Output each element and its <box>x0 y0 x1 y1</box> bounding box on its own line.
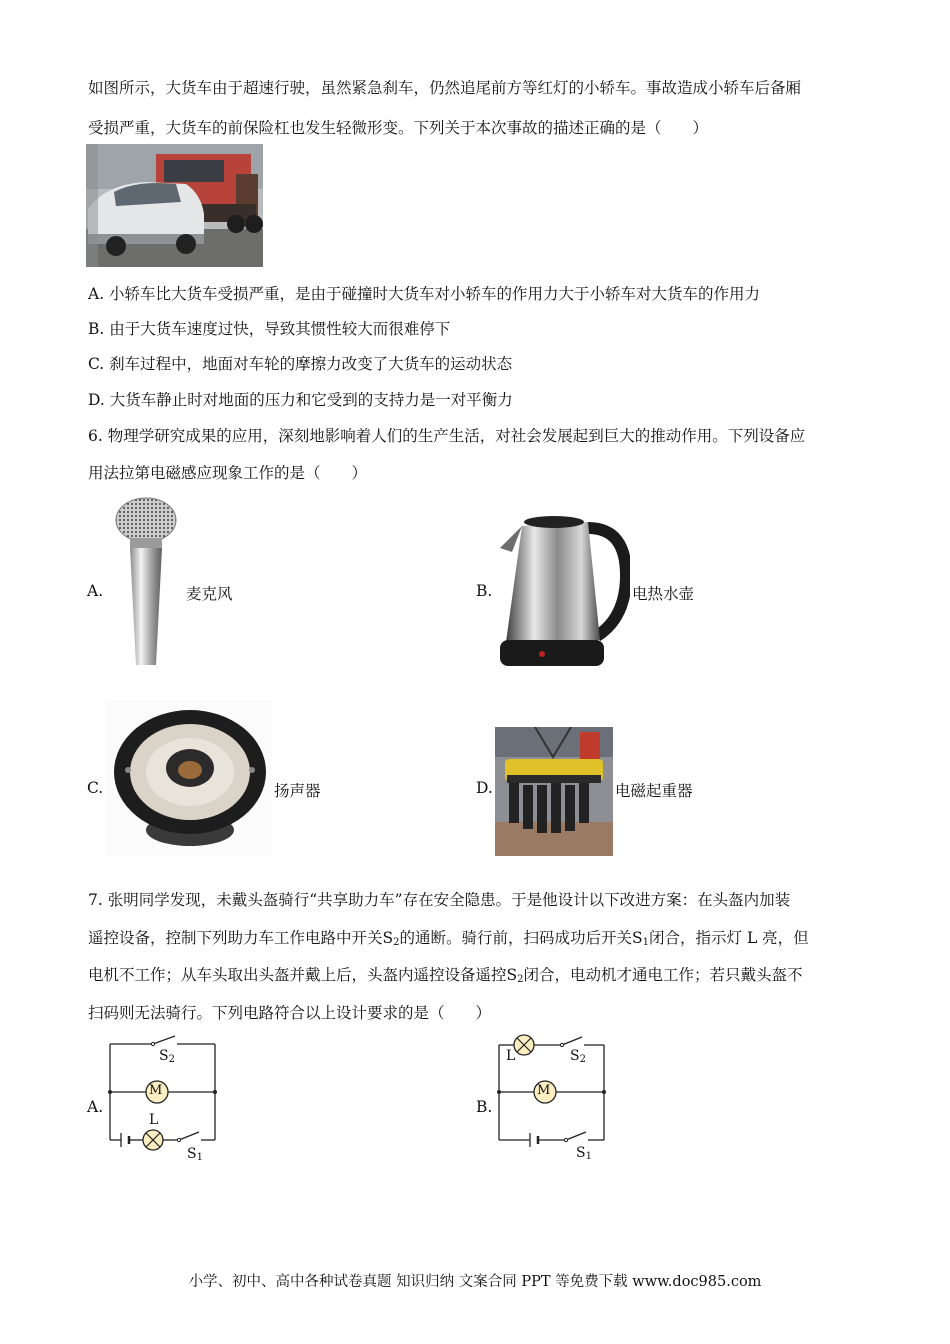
circuit-b-s2-label: $S_2$ <box>570 1048 586 1065</box>
q7-line3: 电机不工作；从车头取出头盔并戴上后，头盔内遥控设备遥控$S_2$闭合，电动机才通电工作；若只戴头盔不 <box>88 966 803 985</box>
circuit-b-s1-label: $S_1$ <box>576 1145 592 1162</box>
q6-option-d-name: 电磁起重器 <box>615 782 693 800</box>
q5-option-b: B. 由于大货车速度过快，导致其惯性较大而很难停下 <box>88 320 451 338</box>
q6-stem-line2: 用法拉第电磁感应现象工作的是（ ） <box>88 464 368 482</box>
kettle-image <box>492 508 630 678</box>
circuit-a-diagram <box>105 1030 225 1170</box>
q5-stem-line1: 如图所示，大货车由于超速行驶，虽然紧急刹车，仍然追尾前方等红灯的小轿车。事故造成小轿车后备厢 <box>88 79 802 97</box>
circuit-a-s1-label: $S_1$ <box>187 1146 203 1163</box>
q7-option-b-letter: B. <box>476 1098 493 1116</box>
q6-option-b-name: 电热水壶 <box>632 585 695 603</box>
q5-option-c: C. 刹车过程中，地面对车轮的摩擦力改变了大货车的运动状态 <box>88 355 513 373</box>
q5-option-a: A. 小轿车比大货车受损严重，是由于碰撞时大货车对小轿车的作用力大于小轿车对大货车的作用力 <box>88 285 761 303</box>
q7-line2: 遥控设备，控制下列助力车工作电路中开关$S_2$的通断。骑行前，扫码成功后开关$S_1$闭合，指示灯 L 亮，但 <box>88 929 809 948</box>
circuit-a-s2-label: $S_2$ <box>159 1048 175 1065</box>
q7-option-a-letter: A. <box>87 1098 104 1116</box>
q5-stem-line2: 受损严重，大货车的前保险杠也发生轻微形变。下列关于本次事故的描述正确的是（ ） <box>88 119 709 137</box>
q6-option-b-letter: B. <box>476 582 493 600</box>
q6-option-a-letter: A. <box>87 582 104 600</box>
electromagnet-crane-image <box>495 727 613 856</box>
circuit-a-motor-label: M <box>149 1083 163 1098</box>
microphone-image <box>106 490 184 670</box>
circuit-b-diagram <box>494 1028 614 1168</box>
circuit-b-motor-label: M <box>537 1083 551 1098</box>
accident-photo <box>86 144 263 267</box>
q6-option-c-letter: C. <box>87 779 104 797</box>
circuit-b-lamp-label: L <box>506 1048 516 1064</box>
circuit-a-lamp-label: L <box>149 1112 159 1128</box>
q6-stem-line1: 6. 物理学研究成果的应用，深刻地影响着人们的生产生活，对社会发展起到巨大的推动作用。下列设备应 <box>88 427 806 445</box>
q6-option-d-letter: D. <box>476 779 493 797</box>
speaker-image <box>106 700 272 856</box>
q6-option-a-name: 麦克风 <box>186 585 233 603</box>
q7-line4: 扫码则无法骑行。下列电路符合以上设计要求的是（ ） <box>88 1004 492 1022</box>
q7-line1: 7. 张明同学发现，未戴头盔骑行“共享助力车”存在安全隐患。于是他设计以下改进方案：在头盔内加装 <box>88 891 791 909</box>
page-footer: 小学、初中、高中各种试卷真题 知识归纳 文案合同 PPT 等免费下载 www.doc985.com <box>188 1274 762 1290</box>
q6-option-c-name: 扬声器 <box>274 782 321 800</box>
q5-option-d: D. 大货车静止时对地面的压力和它受到的支持力是一对平衡力 <box>88 391 513 409</box>
